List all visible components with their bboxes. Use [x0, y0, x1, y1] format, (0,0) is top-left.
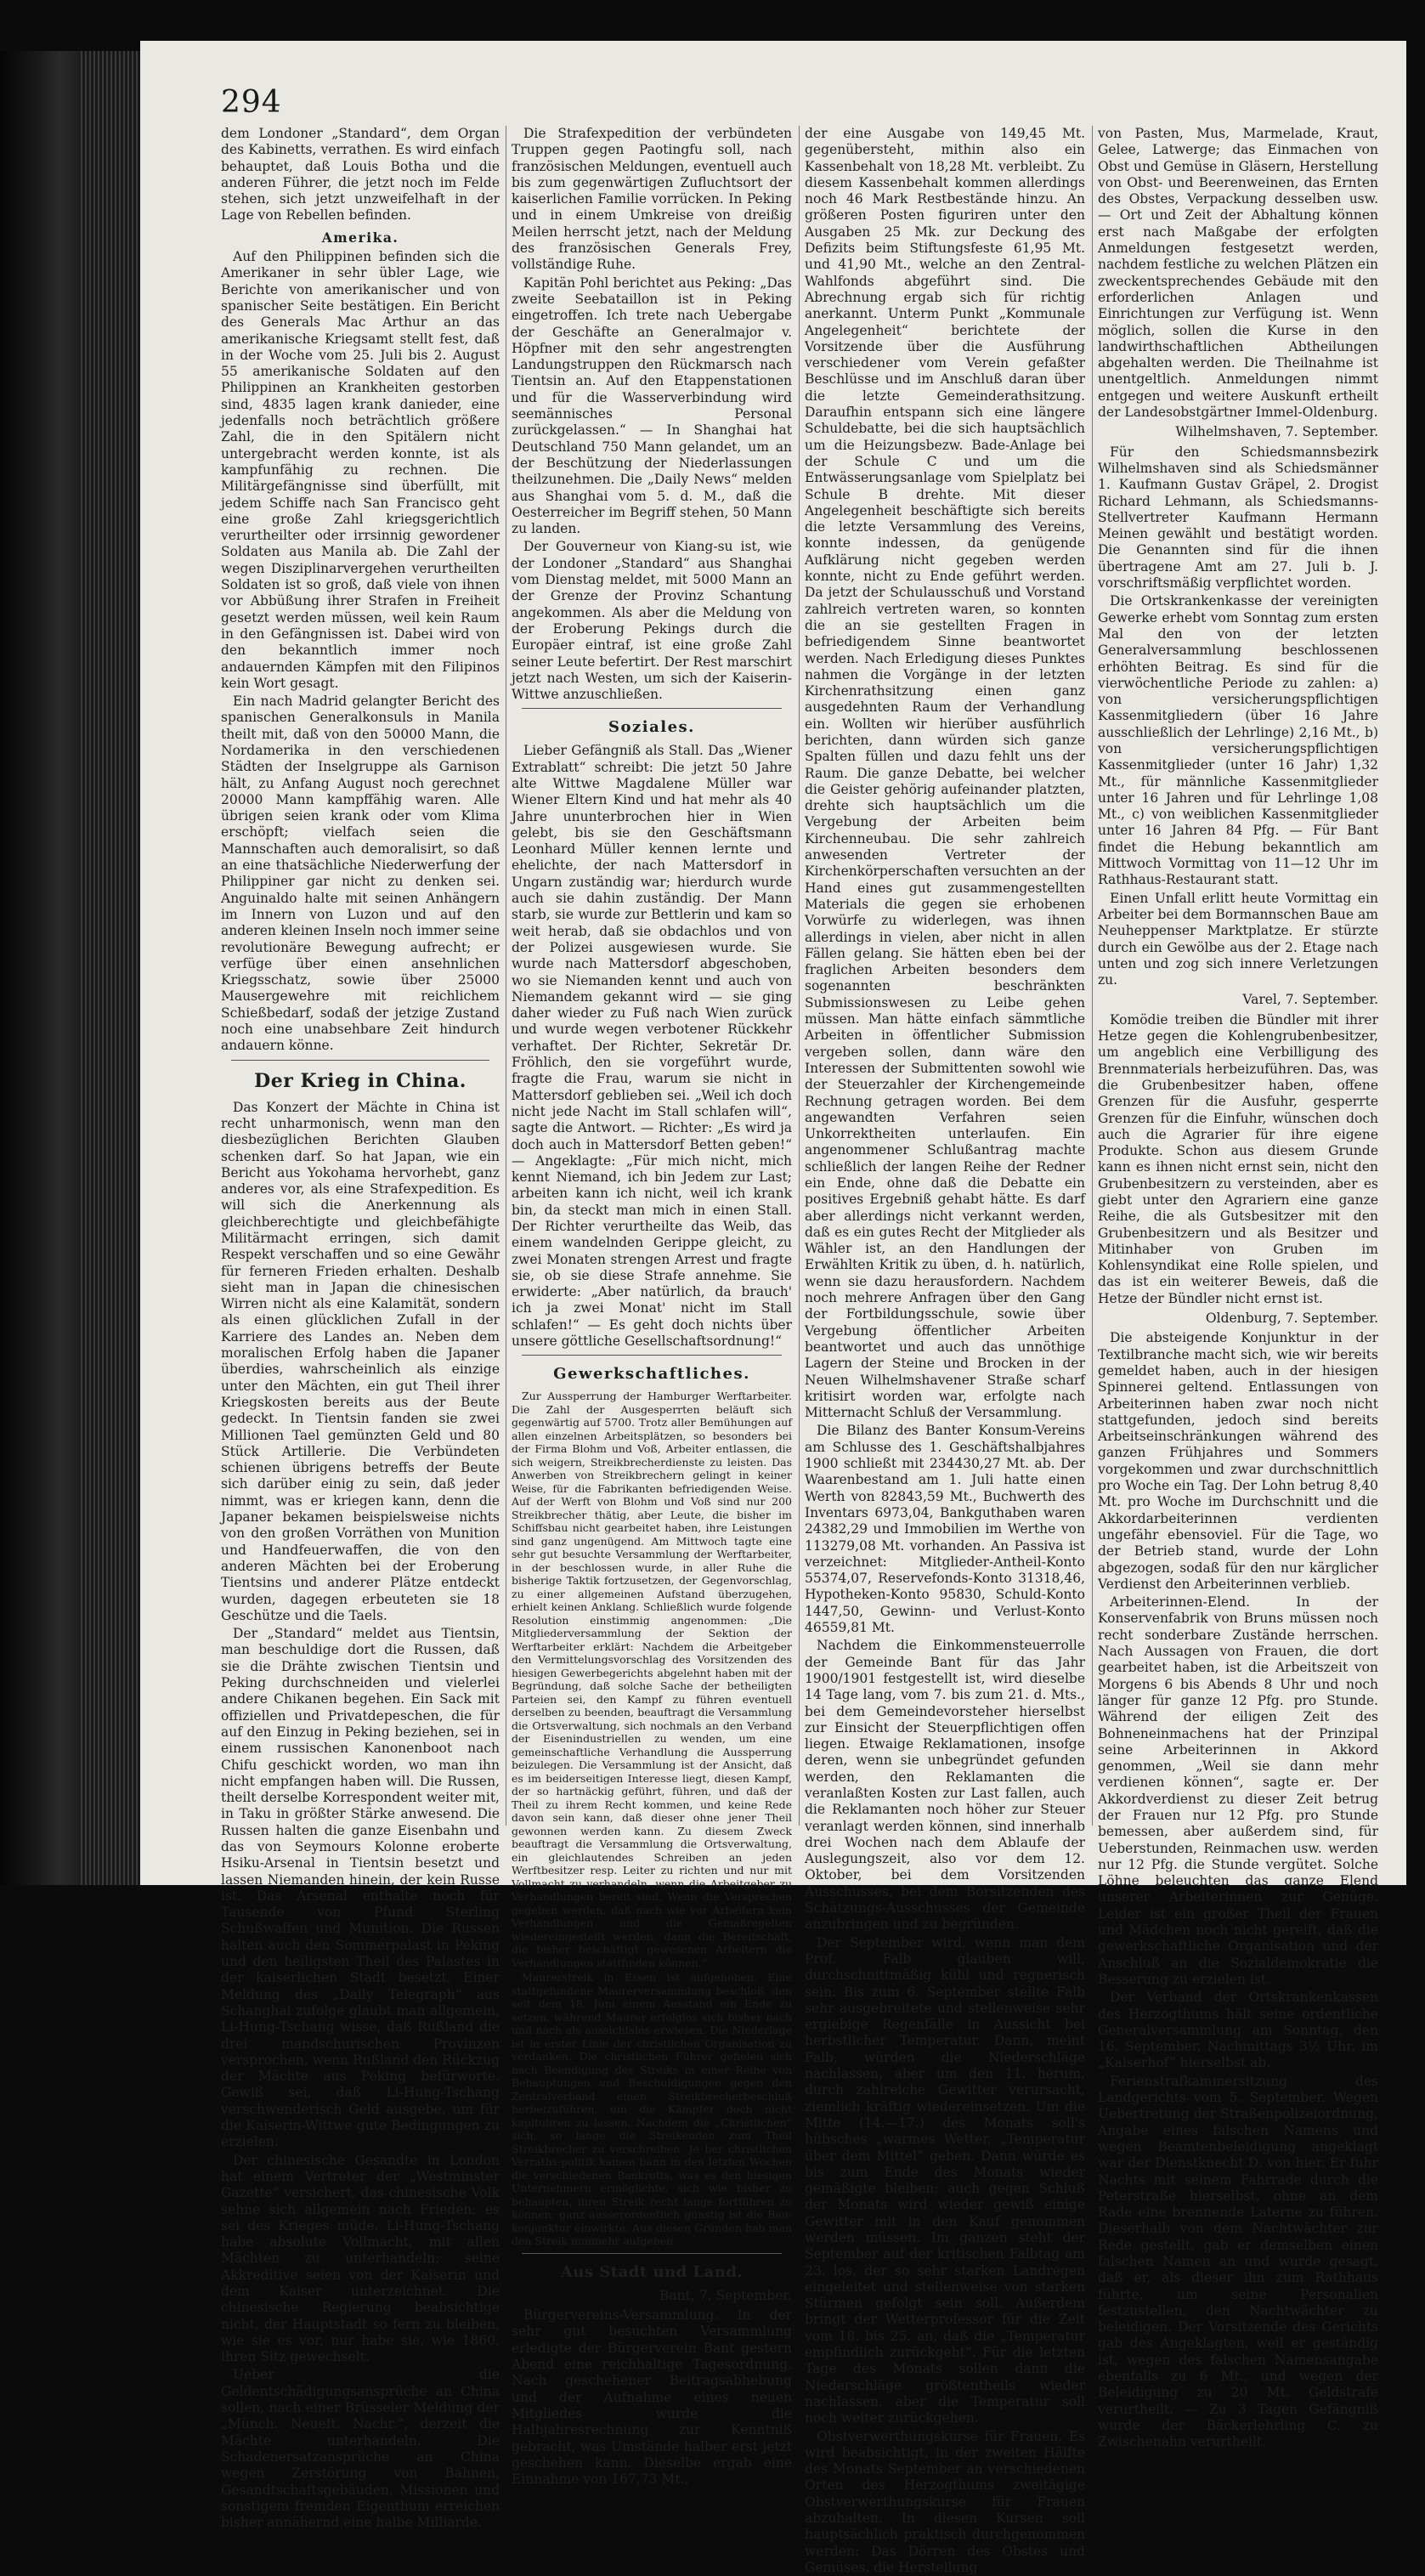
- article-text: der eine Ausgabe von 149,45 Mt. gegenübersteht, mithin also ein Kassenbehalt von 18,28 Mt. verbleibt. Zu diesem Kassenbehalt kommen allerdings noch 46 Mark Restbestände hinzu. An größeren Posten figuriren unter den Ausgaben 25 Mk. zur Deckung des Defizits beim Stiftungsfeste 61,95 Mt. und 41,90 Mt., welche an den Zentral-Wahlfonds abgeführt sind. Die Abrechnung ergab sich für richtig anerkannt. Unterm Punkt „Kommunale Angelegenheit“ berichtete der Vorsitzende über die Ausführung verschiedener vom Verein gefaßter Beschlüsse und im Anschluß daran über die letzte Gemeinderathsitzung. Daraufhin entspann sich eine längere Schuldebatte, bei die sich hauptsächlich um die Heizungsbezw. Bade-Anlage bei der Schule C und um die Entwässerungsanlage vom Spielplatz bei Schule B drehte. Mit dieser Angelegenheit beschäftigte sich bereits die letzte Versammlung des Vereins, konnte indessen, da genügende Aufklärung nicht gegeben werden konnte, nicht zu Ende geführt werden. Da jetzt der Schulausschuß und Vorstand zahlreich vertreten waren, so konnten die an sie gestellten Fragen in befriedigendem Sinne beantwortet werden. Nach Erledigung dieses Punktes nahmen die Vorgänge in der letzten Kirchenrathsitzung einen ganz ausgedehnten Raum der Verhandlung ein. Wollten wir hierüber ausführlich berichten, dann würden sich ganze Spalten füllen und dazu fehlt uns der Raum. Die ganze Debatte, bei welcher die Geister gehörig aufeinander platzten, drehte sich hauptsächlich um die Vergebung der Arbeiten beim Kirchenneubau. Die sehr zahlreich anwesenden Vertreter der Kirchenkörperschaften versuchten an der Hand eines gut zusammengestellten Materials die gegen sie erhobenen Vorwürfe zu widerlegen, was ihnen allerdings in vielen, aber nicht in allen Fällen gelang. Sie hätten eben bei der fraglichen Arbeiten besonders dem sogenannten beschränkten Submissionswesen zu Leibe gehen müssen. Man hätte einfach sämmtliche Arbeiten in öffentlicher Submission vergeben sollen, dann wäre den Interessen der Submittenten sowohl wie der Steuerzahler der Kirchengemeinde Rechnung getragen worden. Bei dem angewandten Verfahren seien Unkorrektheiten unterlaufen. Ein angenommener Schlußantrag machte schließlich der langen Reihe der Redner ein Ende, ohne daß die Debatte ein positives Ergebniß gehabt hätte. Es darf aber allerdings nicht verkannt werden, daß es ein gutes Recht der Mitglieder als Wähler ist, an den Handlungen der Erwählten Kritik zu üben, d. h. natürlich, wenn sie dazu herausfordern. Nachdem noch mehrere Anfragen über den Gang der Fortbildungsschule, sowie über Vergebung öffentlicher Arbeiten beantwortet und auch das unnöthige Lagern der Steine und Brocken in der Neuen Wilhelmshavener Straße scharf kritisirt worden war, erfolgte nach Mitternacht Schluß der Versammlung.: [805, 126, 1085, 1421]
- section-heading: Soziales.: [608, 718, 695, 737]
- dateline: Bant, 7. September.: [659, 2287, 792, 2303]
- article-text: Arbeiterinnen-Elend. In der Konservenfabrik von Bruns müssen noch recht sonderbare Zustände herrschen. Nach Aussagen von Frauen, die dort gearbeitet haben, ist die Arbeitszeit von Morgens 6 bis Abends 8 Uhr und noch länger für ganze 12 Pfg. pro Stunde. Während der eiligen Zeit des Bohneneinmachens hat der Prinzipal seine Arbeiterinnen in Akkord genommen, „Weil sie dann mehr verdienen können“, sagte er. Der Akkordverdienst zu dieser Zeit betrug der Frauen nur 12 Pfg. pro Stunde bemessen, aber außerdem sind, für Ueberstunden, Reinmachen usw. werden nur 12 Pfg. die Stunde vergütet. Solche Löhne beleuchten das ganze Elend unserer Arbeiterinnen zur Genüge. Leider ist ein großer Theil der Frauen und Mädchen noch nicht gereift, daß die gewerkschaftliche Organisation und der Anschluß an die Sozialdemokratie die Besserung zu erzielen ist.: [1098, 1594, 1378, 1987]
- article-text: Auf den Philippinen befinden sich die Amerikaner in sehr übler Lage, wie Berichte von amerikanischer und von spanischer Seite bestätigen. Ein Bericht des Generals Mac Arthur an das amerikanische Kriegsamt stellt fest, daß in der Woche vom 25. Juli bis 2. August 55 amerikanische Soldaten auf den Philippinen an Krankheiten gestorben sind, 4835 lagen krank danieder, eine jedenfalls noch beträchtlich größere Zahl, die in den Spitälern nicht untergebracht werden konnte, ist als kampfunfähig zu rechnen. Die Militärgefängnisse sind überfüllt, mit jedem Schiffe nach San Francisco geht eine große Zahl kriegsgerichtlich verurtheilter oder irrsinnig gewordener Soldaten aus Manila ab. Die Zahl der wegen Disziplinarvergehen verurtheilten Soldaten ist so groß, daß viele von ihnen vor Abbüßung ihrer Strafen in Freiheit gesetzt werden müssen, weil kein Raum in den Gefängnissen ist. Dabei wird von den bekanntlich immer noch andauernden Kämpfen mit den Filipinos kein Wort gesagt.: [221, 249, 500, 691]
- article-text: Zur Aussperrung der Hamburger Werftarbeiter. Die Zahl der Ausgesperrten beläuft sich gegenwärtig auf 5700. Trotz aller Bemühungen auf allen einzelnen Arbeitsplätzen, so besonders bei der Firma Blohm und Voß, Arbeiter entlassen, die sich weigern, Streikbrecherdienste zu leisten. Das Anwerben von Streikbrechern gelingt in keiner Weise, für die Fabrikanten befriedigenden Weise. Auf der Werft von Blohm und Voß sind nur 200 Streikbrecher thätig, aber Leute, die bisher im Schiffsbau nicht gearbeitet haben, ihre Leistungen sind ganz ungenügend. Am Mittwoch tagte eine sehr gut besuchte Versammlung der Werftarbeiter, in der beschlossen wurde, in aller Ruhe die bisherige Taktik fortzusetzen, der Gegenvorschlag, zu einer allgemeinen Aufstand überzugehen, erhielt keinen Anklang. Schließlich wurde folgende Resolution einstimmig angenommen: „Die Mitgliederversammlung der Sektion der Werftarbeiter erklärt: Nachdem die Arbeitgeber den Vermittelungsvorschlag des Vorsitzenden des hiesigen Gewerbegerichts abgelehnt haben mit der Begründung, daß solche Sache der betheiligten Parteien sei, den Kampf zu führen eventuell derselben zu beenden, beauftragt die Versammlung die Ortsverwaltung, sich nochmals an den Verband der Eisenindustriellen zu wenden, um eine gemeinschaftliche Verhandlung die Aussperrung beizulegen. Die Versammlung ist der Ansicht, daß es im beiderseitigen Interesse liegt, diesen Kampf, der so hartnäckig geführt, führen, und daß der Theil zu ihrem Recht kommen, und keine Rede davon sein kann, daß dieser ohne jener Theil gewonnen werden kann. Zu diesem Zweck beauftragt die Versammlung die Ortsverwaltung, ein gleichlautendes Schreiben an jeden Werftbesitzer resp. Leiter zu richten und nur mit Vollmacht zu verhandeln, wenn die Arbeitgeber zu Verhandlungen bereit sind. Wenn die Versprechen gegeben werden, daß nach wie vor Arbeitern kein Verhandlungen und die Gemaßregelten wiedereingestellt werden, dann die Bereitschaft, die bisher beschäftigt gewesenen Arbeitern die Verhandlungen stattfinden können.“: [512, 1390, 792, 1969]
- article-text: Die Bilanz des Banter Konsum-Vereins am Schlusse des 1. Geschäftshalbjahres 1900 schließt mit 234430,27 Mt. ab. Der Waarenbestand am 1. Juli hatte einen Werth von 82843,59 Mt., Buchwerth des Inventars 6973,04, Bankguthaben waren 24382,29 und Immobilien im Werthe von 113279,08 Mt. vorhanden. An Passiva ist verzeichnet: Mitglieder-Antheil-Konto 55374,07, Reservefonds-Konto 31318,46, Hypotheken-Konto 95830, Schuld-Konto 1447,50, Gewinn- und Verlust-Konto 46559,81 Mt.: [805, 1423, 1085, 1636]
- dateline: Varel, 7. September.: [1242, 992, 1378, 1008]
- column-2: [512, 126, 792, 2488]
- divider: [522, 708, 782, 709]
- divider: [522, 2253, 782, 2254]
- column-1: [221, 126, 500, 2531]
- divider: [522, 1355, 782, 1356]
- article-text: Bürgervereins-Versammlung. In der sehr gut besuchten Versammlung erledigte der Bürgerverein Bant gestern Abend eine reichhaltige Tagesordnung. Nach geschehener Beitragsabhebung und der Aufnahme eines neuen Mitgliedes wurde die Halbjahresrechnung zur Kenntniß gebracht, was Umstände halber erst jetzt geschehen kann. Dieselbe ergab eine Einnahme von 167,73 Mt.,: [512, 2307, 792, 2488]
- spine-edge: [81, 51, 140, 1885]
- small-print: [512, 1390, 792, 2248]
- article-text: Komödie treiben die Bündler mit ihrer Hetze gegen die Kohlengrubenbesitzer, um angeblich eine Verbilligung des Brennmaterials herbeizuführen. Das, was die Grubenbesitzer haben, offene Grenzen für die Ausfuhr, gesperrte Grenzen für die Einfuhr, wünschen doch auch die Agrarier für ihre eigene Produkte. Schon aus diesem Grunde kann es ihnen nicht ernst sein, nicht den Grubenbesitzern zu versteinden, aber es giebt unter den Agrariern eine ganze Reihe, die als Gutsbesitzer mit den Grubenbesitzern und als Besitzer und Mitinhaber von Gruben im Kohlensyndikat eine Rolle spielen, und das ist ein weiterer Beweis, daß die Hetze der Bündler nicht ernst ist.: [1098, 1011, 1378, 1306]
- section-heading: Gewerkschaftliches.: [553, 1365, 750, 1384]
- article-text: Der Verband der Ortskrankenkassen des Herzogthums hält seine ordentliche Generalversammlung am Sonntag, den 16. September, Nachmittags 3½ Uhr, im „Kaiserhof“ hierselbst ab.: [1098, 1990, 1378, 2071]
- section-heading: Aus Stadt und Land.: [560, 2262, 744, 2281]
- dateline: Wilhelmshaven, 7. September.: [1175, 424, 1378, 440]
- article-text: Einen Unfall erlitt heute Vormittag ein Arbeiter bei dem Bormannschen Baue am Neuheppenser Marktplatze. Er stürzte durch ein Gewölbe aus der 2. Etage nach unten und zog sich innere Verletzungen zu.: [1098, 890, 1378, 988]
- column-4: [1098, 126, 1378, 2450]
- article-text: Maurerstreik in Essen ist aufgehoben. Eine stattgefundene Maurerversammlung beschloß, den seit dem 18. Juni einem Ausstand ein Ende zu setzen, während Maurer erfolglos sich bisher nach und nach als aussichtslos erwiesen. Die Niederlage ist in erster Linie der christlichen Organisation zu verdanken. Die christlichen Führer gefielen sich nach Beendigung des Streiks in einer Reihe von Behauptungen und Beschuldigungen gegen den Zentralverband einen Streikbrecherbeschluß herbeizuführen, um die Kämpfer doch nicht kapituliren zu lassen. Nachdem die „Christlichen“ sich, so lange die Streikenden zum Theil Streikbrecher zu verschreiben. Je ber christlichen Verraths-politik kamen bann in den letzten Wochen die verschiedenen Bankrotts, was es den hiesigen Unternehmern ermöglichte, sich wie bisher zu behaupten, ihren Streik recht lange fortführen zu können; ganz ausserordentlich günstig ist die Bau-konjunktur einwirkte. Aus diesen Gründen hab man den Streik nunmehr aufgeben.: [512, 1971, 792, 2248]
- column-rule: [1092, 126, 1093, 1826]
- dateline: Oldenburg, 7. September.: [1205, 1311, 1378, 1327]
- column-rule: [799, 126, 800, 1826]
- book-spine: [0, 51, 100, 1885]
- article-text: Kapitän Pohl berichtet aus Peking: „Das zweite Seebataillon ist in Peking eingetroffen. Ich trete nach Uebergabe der Geschäfte an Generalmajor v. Höpfner mit den sehr angestrengten Landungstruppen den Rückmarsch nach Tientsin an. Auf den Etappenstationen und für die Wasserverbindung wird seemännisches Personal zurückgelassen.“ — In Shanghai hat Deutschland 750 Mann gelandet, um an der Beschützung der Niederlassungen theilzunehmen. Die „Daily News“ melden aus Shanghai vom 5. d. M., daß die Oesterreicher im Begriff stehen, 50 Mann zu landen.: [512, 275, 792, 537]
- section-heading: Amerika.: [321, 229, 399, 246]
- article-text: Ferienstrafkammersitzung des Landgerichts vom 5. September. Wegen Uebertretung der Straßenpolizeiordnung, Angabe eines falschen Namens und wegen Beamtenbeleidigung angeklagt war der Dienstknecht D. von hier. Er fuhr Nachts mit seinem Fahrrade durch die Peterstraße hierselbst, ohne an dem Rade eine brennende Laterne zu führen. Dieserhalb von dem Nachtwächter zur Rede gestellt, gab er demselben einen falschen Namen an und wurde gesagt, daß er, als dieser ihn zum Rathhaus führte, um seine Personalien festzustellen, den Nachtwächter zu beleidigen. Der Vorsitzende des Gerichts gab des Angeklagten, weil er geständig ist, wegen des falschen Namensangabe ebenfalls zu 6 Mt., und wegen der Beleidigung zu 20 Mt. Geldstrafe verurtheilt. — Zu 3 Tagen Gefängniß wurde der Bäckerlehrling C. zu Zwischenahn verurtheilt.: [1098, 2073, 1378, 2450]
- article-text: Die Strafexpedition der verbündeten Truppen gegen Paotingfu soll, nach französischen Meldungen, eventuell auch bis zum gegenwärtigen Zufluchtsort der kaiserlichen Familie vorrücken. In Peking und in einem Umkreise von dreißig Meilen herrscht jetzt, nach der Meldung des französischen Generals Frey, vollständige Ruhe.: [512, 126, 792, 273]
- article-text: Für den Schiedsmannsbezirk Wilhelmshaven sind als Schiedsmänner 1. Kaufmann Gustav Gräpel, 2. Drogist Richard Lehmann, als Schiedsmanns-Stellvertreter Kaufmann Hermann Meinen gewählt und bestätigt worden. Die Genannten sind für die ihnen übertragene Amt am 27. Juli b. J. vorschriftsmäßig verpflichtet worden.: [1098, 444, 1378, 592]
- article-text: Der „Standard“ meldet aus Tientsin, man beschuldige dort die Russen, daß sie die Drähte zwischen Tientsin und Peking durchschneiden und vielerlei andere Chikanen begehen. Ein Sack mit offiziellen und Privatdepeschen, die für auf den Einzug in Peking beziehen, sei in einem russischen Kanonenboot nach Chifu geschickt worden, wo man ihn nicht empfangen haben will. Die Russen, theilt derselbe Korrespondent weiter mit, in Taku in größter Stärke anwesend. Die Russen halten die ganze Eisenbahn und das von Seymours Kolonne eroberte Hsiku-Arsenal in Tientsin besetzt und lassen Niemanden hinein, der kein Russe ist. Das Arsenal enthalte noch für Tausende von Pfund Sterling Schußwaffen und Munition. Die Russen halten auch den Sommerpalast in Peking und den heiligsten Theil des Palastes in der kaiserlichen Stadt besetzt. Einer Meldung des „Daily Telegraph“ aus Schanghai zufolge glaubt man allgemein, Li-Hung-Tschang wisse, daß Rußland die drei mandschurischen Provinzen versprochen, wenn Rußland den Rückzug der Mächte aus Peking befürworte. Gewiß sei, daß Li-Hung-Tschang verschwenderisch Geld ausgebe, um für die Kaiserin-Wittwe gute Bedingungen zu erzielen.: [221, 1626, 500, 2150]
- article-text: Die absteigende Konjunktur in der Textilbranche macht sich, wie wir bereits gemeldet haben, auch in der hiesigen Spinnerei geltend. Entlassungen von Arbeiterinnen haben zwar noch nicht stattgefunden, jedoch sind bereits Arbeitseinschränkungen während des ganzen Frühjahres und Sommers vorgekommen und zwar durchschnittlich pro Woche ein Tag. Der Lohn betrug 8,40 Mt. pro Woche im Durchschnitt und die Akkordarbeiterinnen verdienten ungefähr ebensoviel. Für die Tage, wo der Betrieb stand, wurde der Lohn abgezogen, sodaß für den nur kärglicher Verdienst den Arbeiterinnen verblieb.: [1098, 1330, 1378, 1592]
- article-text: Der chinesische Gesandte in London hat einem Vertreter der „Westminster Gazette“ versichert, das chinesische Volk sehne sich allgemein nach Frieden; es sei des Krieges müde. Li-Hung-Tschang habe absolute Vollmacht, mit allen Mächten zu unterhandeln; seine Akkreditive seien von der Kaiserin und dem Kaiser unterzeichnet. Die chinesische Regierung beabsichtige nicht, der Hauptstadt so fern zu bleiben, wie sie es vor, nur habe sie, wie 1860, ihren Sitz gewechselt.: [221, 2152, 500, 2365]
- article-text: von Pasten, Mus, Marmelade, Kraut, Gelee, Latwerge; das Einmachen von Obst und Gemüse in Gläsern, Herstellung von Obst- und Beerenweinen, das Ernten des Obstes, Verpackung desselben usw. — Ort und Zeit der Abhaltung können erst nach Maßgabe der erfolgten Anmeldungen festgesetzt werden, nachdem festliche zu welchen Plätzen ein zweckentsprechendes Gebäude mit den erforderlichen Anlagen und Einrichtungen zur Verfügung ist. Wenn möglich, sollen die Kurse in den landwirthschaftlichen Abtheilungen abgehalten werden. Die Theilnahme ist unentgeltlich. Anmeldungen nimmt entgegen und weitere Auskunft ertheilt der Landesobstgärtner Immel-Oldenburg.: [1098, 126, 1378, 421]
- article-text: Der Gouverneur von Kiang-su ist, wie der Londoner „Standard“ aus Shanghai vom Dienstag meldet, mit 5000 Mann an der Grenze der Provinz Schantung angekommen. Als aber die Meldung von der Eroberung Pekings durch die Europäer eintraf, ist eine große Zahl seiner Leute befertirt. Der Rest marschirt jetzt nach Westen, um sich der Kaiserin-Wittwe anzuschließen.: [512, 539, 792, 703]
- article-text: Der September wird, wenn man dem Prof. Falb glauben will, durchschnittmäßig kühl und regnerisch sein. Bis zum 6. September stellte Falb sehr ausgebreitete und stellenweise sehr ergiebige Regenfälle in Aussicht bei herbstlicher Temperatur. Dann, meint Falb, würden die Niederschläge nachlassen, aber um den 11. herum, durch zahlreiche Gewitter verursacht, ziemlich kräftig wiedereinsetzen. Um die Mitte (14.—17.) des Monats soll's hübsches „warmes Wetter, „Temperatur über dem Mittel“ geben. Dann würde es bis zum Ende des Monats wieder gemäßigte bleiben; auch gegen Schluß der Monats wird wieder gewiß einige Gewitter mit in den Kauf genommen werden müssen. Im ganzen steht der September auf der kritischen Falbtag am 23. los, der so sehr starken Landregen eingeleitet und stellenweise von starken Stürmen gefolgt sein soll. Außerdem bringt der Wetterprofessor für die Zeit vom 18. bis 25. an, daß die „Temperatur empfindlich zurückgeht“. Für die letzten Tage des Monats sollen dann die Niederschläge größtentheils wieder nachlassen, aber die Temperatur soll noch weiter zurückgehen.: [805, 1934, 1085, 2426]
- page-number: 294: [221, 85, 282, 120]
- article-text: Das Konzert der Mächte in China ist recht unharmonisch, wenn man den diesbezüglichen Berichten Glauben schenken darf. So hat Japan, wie ein Bericht aus Yokohama hervorhebt, ganz anderes vor, als eine Strafexpedition. Es will sich die Anerkennung als gleichberechtigte und gleichbefähigte Militärmacht erringen, sich damit Respekt verschaffen und so eine Gewähr für ferneren Frieden erhalten. Deshalb sieht man in Japan die chinesischen Wirren nicht als eine Kalamität, sondern als einen glücklichen Zufall in der Karriere des Landes an. Neben dem moralischen Erfolg haben die Japaner überdies, wahrscheinlich als einzige unter den Mächten, ein gut Theil ihrer Kriegskosten bereits aus der Beute gedeckt. In Tientsin fanden sie zwei Millionen Tael gemünzten Geld und 80 Stück Artillerie. Die Verbündeten schienen übrigens betreffs der Beute sich darüber einig zu sein, daß jeder nimmt, was er kriegen kann, denn die Japaner bekamen beispielsweise nichts von den großen Vorräthen von Munition und Handfeuerwaffen, die von den anderen Mächten bei der Eroberung Tientsins und anderer Plätze entdeckt wurden, dagegen erbeuteten sie 18 Geschütze und die Taels.: [221, 1099, 500, 1623]
- article-text: Die Ortskrankenkasse der vereinigten Gewerke erhebt vom Sonntag zum ersten Mal den von der letzten Generalversammlung beschlossenen erhöhten Beitrag. Es sind für die vierwöchentliche Periode zu zahlen: a) von versicherungspflichtigen Kassenmitgliedern (über 16 Jahre ausschließlich der Lehrlinge) 2,16 Mt., b) von versicherungspflichtigen Kassenmitglieder (unter 16 Jahr) 1,32 Mt., für männliche Kassenmitglieder unter 16 Jahren und für Lehrlinge 1,08 Mt., c) von weiblichen Kassenmitglieder unter 16 Jahren 84 Pfg. — Für Bant findet die Hebung bekanntlich am Mittwoch Vormittag von 11—12 Uhr im Rathhaus-Restaurant statt.: [1098, 593, 1378, 888]
- column-3: [805, 126, 1085, 2575]
- article-text: Nachdem die Einkommensteuerrolle der Gemeinde Bant für das Jahr 1900/1901 festgestellt ist, wird dieselbe 14 Tage lang, vom 7. bis zum 21. d. Mts., bei dem Gemeindevorsteher hierselbst zur Einsicht der Steuerpflichtigen offen liegen. Etwaige Reklamationen, insofge deren, wenn sie unbegründet gefunden werden, den Reklamanten die veranlaßten Kosten zur Last fallen, auch die Reklamanten noch höher zur Steuer veranlagt werden können, sind innerhalb drei Wochen nach dem Ablaufe der Auslegungszeit, also vor dem 12. Oktober, bei dem Vorsitzenden Ausschusses, bei dem Borsitzenden des Schätzungs-Ausschusses der Gemeinde anzubringen und zu begründen.: [805, 1638, 1085, 1933]
- section-heading: Der Krieg in China.: [254, 1069, 467, 1092]
- article-text: dem Londoner „Standard“, dem Organ des Kabinetts, verrathen. Es wird einfach behauptet, daß Louis Botha und die anderen Führer, die jetzt noch im Felde stehen, sich jetzt unzweifelhaft in der Lage von Rebellen befinden.: [221, 126, 500, 224]
- article-text: Ueber die Geldentschädigungsansprüche an China sollen, nach einer Brüsseler Meldung der „Münch. Neueft. Nachr.“, derzeit die Mächte unterhandeln. Die Schadenersatzansprüche an China wegen Zerstörung von Bahnen, Gesandtschaftsgebäuden, Missionen und sonstigem fremden Eigenthum erreichen bisher annähernd eine halbe Milliarde.: [221, 2367, 500, 2531]
- article-text: Lieber Gefängniß als Stall. Das „Wiener Extrablatt“ schreibt: Die jetzt 50 Jahre alte Wittwe Magdalene Müller war Wiener Eltern Kind und hat mehr als 40 Jahre ununterbrochen hier in Wien gelebt, bis sie den Geschäftsmann Leonhard Müller kennen lernte und ehelichte, der nach Mattersdorf in Ungarn zuständig war; hierdurch wurde auch sie dahin zuständig. Der Mann starb, sie wurde zur Bettlerin und kam so weit herab, daß sie obdachlos und von der Polizei ausgewiesen wurde. Sie wurde nach Mattersdorf abgeschoben, wo sie Niemanden kennt und auch von Niemandem gekannt wird — sie ging daher wieder zu Fuß nach Wien zurück und wurde wegen verbotener Rückkehr verhaftet. Der Richter, Sekretär Dr. Fröhlich, den sie vorgeführt wurde, fragte die Frau, warum sie nicht in Mattersdorf geblieben sei. „Weil ich doch nicht jede Nacht im Stall schlafen will“, sagte die Antwort. — Richter: „Es wird ja doch auch in Mattersdorf Betten geben!“ — Angeklagte: „Für mich nicht, mich kennt Niemand, ich bin Jedem zur Last; arbeiten kann ich nicht, weil ich krank bin, da steckt man mich in einen Stall. Der Richter verurtheilte das Weib, das einem wandelnden Gerippe gleicht, zu zwei Monaten strengen Arrest und fragte sie, ob sie diese Strafe annehme. Sie erwiderte: „Aber natürlich, da brauch' ich ja zwei Monat' nicht im Stall schlafen!“ — Es geht doch nichts über unsere göttliche Gesellschaftsordnung!“: [512, 743, 792, 1350]
- divider: [231, 1060, 489, 1061]
- article-text: Obstverwerthungskurse für Frauen. Es wird beabsichtigt, in der zweiten Hälfte des Monats September an verschiedenen Orten des Herzogthums zweitägige Obstverwerthungskurse für Frauen abzuhalten. In diesen Kursen soll hauptsächlich praktisch durchgenommen werden: Das Dörren des Obstes und Gemüses, die Herstellung: [805, 2428, 1085, 2575]
- article-text: Ein nach Madrid gelangter Bericht des spanischen Generalkonsuls in Manila theilt mit, daß von den 50000 Mann, die Nordamerika in den verschiedenen Städten der Inselgruppe als Garnison hält, zu Anfang August noch gerechnet 20000 Mann kampffähig waren. Alle übrigen seien krank oder vom Klima erschöpft; vielfach seien die Mannschaften auch demoralisirt, so daß an eine thatsächliche Niederwerfung der Philippiner gar nicht zu denken sei. Anguinaldo halte mit seinen Anhängern im Innern von Luzon und auf den anderen kleinen Inseln noch immer seine revolutionäre Bewegung aufrecht; er verfüge über einen ansehnlichen Kriegsschatz, sowie über 25000 Mausergewehre mit reichlichem Schießbedarf, sodaß der jetzige Zustand noch eine unabsehbare Zeit hindurch andauern könne.: [221, 694, 500, 1054]
